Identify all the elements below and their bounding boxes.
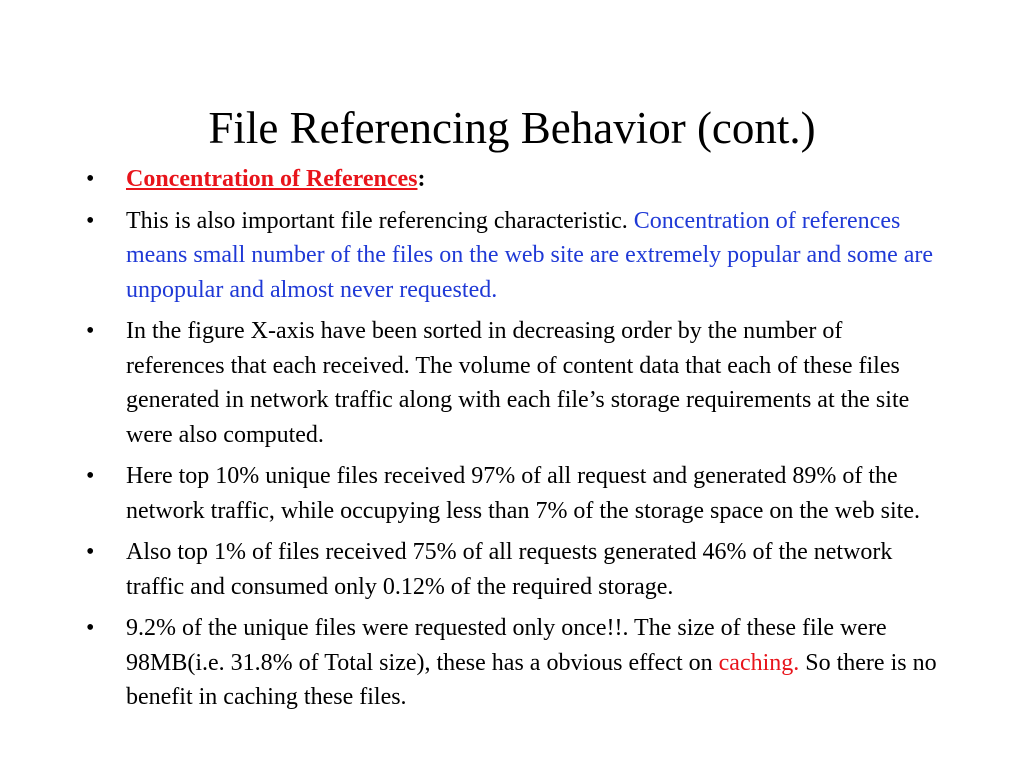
bullet-text: Here top 10% unique files received 97% of all request and generated 89% of the network traffic, while occupying less than 7% of the storage space on the web site.: [126, 463, 920, 524]
bullet-marker: •: [86, 463, 95, 489]
bullet-item-concentration-heading: [86, 162, 946, 197]
bullet-marker: •: [86, 539, 95, 565]
bullet-text: [126, 611, 946, 715]
bullet-item-requested-once: [86, 611, 946, 715]
bullet-text: [126, 162, 946, 197]
bullet-item-figure-description: [86, 314, 946, 452]
bullet-item-characteristic: [86, 204, 946, 308]
bullet-text: [126, 204, 946, 308]
bullet-item-top-ten-percent: [86, 459, 946, 528]
bullet-marker: •: [86, 615, 95, 641]
characteristic-text: This is also important file referencing characteristic.: [126, 207, 634, 234]
concentration-heading-link[interactable]: Concentration of References: [126, 166, 418, 192]
caching-highlight: caching.: [718, 649, 800, 676]
bullet-item-top-one-percent: [86, 535, 946, 604]
bullet-marker: •: [86, 166, 95, 192]
concentration-definition-text: Concentration of references means small number of the files on the web site are extremely popular and some are unpopular and almost never requested.: [126, 207, 934, 303]
requested-once-text: 9.2% of the unique files were requested only once!!. The size of these file were 98MB(i.e. 31.8% of Total size), these has a obvious effect on: [126, 615, 887, 676]
bullet-marker: •: [86, 207, 95, 234]
bullet-text: Also top 1% of files received 75% of all requests generated 46% of the network traffic and consumed only 0.12% of the required storage.: [126, 539, 893, 600]
bullet-list: [86, 162, 946, 722]
bullet-text: In the figure X-axis have been sorted in decreasing order by the number of references that each received. The volume of content data that each of these files generated in network traffic along with each file’s storage requirements at the site were also computed.: [126, 318, 910, 448]
slide-title: File Referencing Behavior (cont.): [208, 103, 816, 153]
bullet-marker: •: [86, 318, 95, 344]
heading-colon: :: [417, 166, 426, 192]
no-benefit-text: So there is no benefit in caching these files.: [126, 649, 937, 710]
